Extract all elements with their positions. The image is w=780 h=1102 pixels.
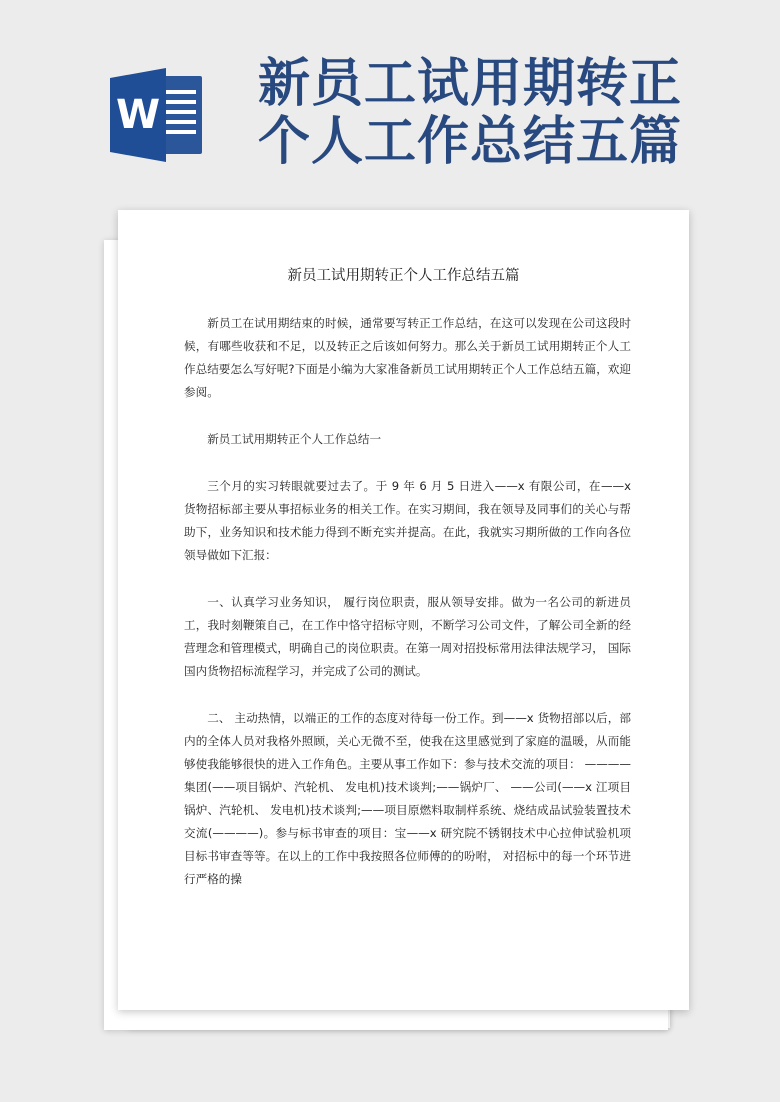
- paragraph-intro: 新员工在试用期结束的时候，通常要写转正工作总结，在这可以发现在公司这段时候，有哪些收获和不足，以及转正之后该如何努力。那么关于新员工试用期转正个人工作总结要怎么写好呢?下面是小编为大家准备新员工试用期转正个人工作总结五篇，欢迎参阅。: [184, 316, 631, 399]
- banner-title: [258, 55, 758, 171]
- banner-title-line-1: 新员工试用期转正: [258, 53, 683, 114]
- document-page: [118, 210, 689, 1010]
- paragraph: 三个月的实习转眼就要过去了。于 9 年 6 月 5 日进入——x 有限公司，在——x 货物招标部主要从事招标业务的相关工作。在实习期间，我在领导及同事们的关心与帮助下，业务知识和技术能力得到不断充实并提高。在此，我就实习期所做的工作向各位领导做如下汇报：: [184, 479, 631, 562]
- banner-title-line-2: 个人工作总结五篇: [258, 111, 683, 172]
- word-logo-letter: W: [115, 92, 161, 138]
- word-logo-icon: [110, 68, 206, 162]
- section-heading: 新员工试用期转正个人工作总结一: [207, 432, 382, 446]
- document-body: [184, 312, 631, 915]
- paragraph: 二、 主动热情，以端正的工作的态度对待每一份工作。到——x 货物招部以后，部内的全体人员对我格外照顾，关心无微不至，使我在这里感觉到了家庭的温暖，从而能够使我能够很快的进入工作角色。主要从事工作如下：参与技术交流的项目： ————集团(——项目锅炉、汽轮机、 发电机)技术谈判;——锅炉厂、 ——公司(——x 江项目锅炉、汽轮机、 发电机)技术谈判;——项目原燃料取制样系统、烧结成品试验装置技术交流(————)。参与标书审查的项目：宝——x 研究院不锈钢技术中心拉伸试验机项目标书审查等等。在以上的工作中我按照各位师傅的的吩咐， 对招标中的每一个环节进行严格的操: [184, 711, 631, 886]
- paragraph: 一、认真学习业务知识， 履行岗位职责，服从领导安排。做为一名公司的新进员工，我时刻鞭策自己，在工作中恪守招标守则，不断学习公司文件，了解公司全新的经营理念和管理模式，明确自己的岗位职责。在第一周对招投标常用法律法规学习， 国际国内货物招标流程学习，并完成了公司的测试。: [184, 595, 631, 678]
- document-title: 新员工试用期转正个人工作总结五篇: [287, 268, 520, 284]
